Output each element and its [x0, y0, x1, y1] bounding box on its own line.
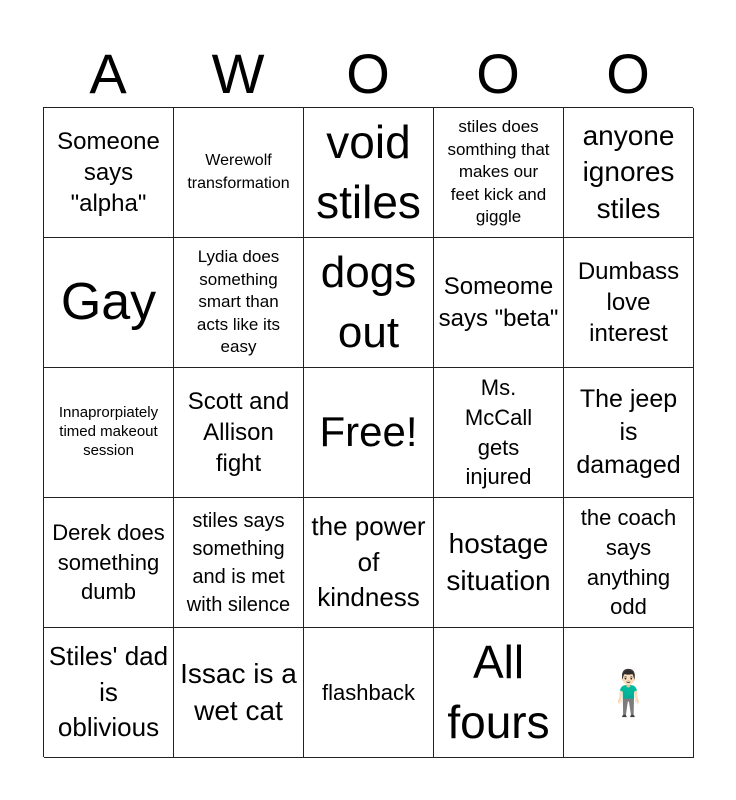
bingo-header: [43, 40, 693, 108]
cell-text: Lydia does something smart than acts like its easy: [196, 246, 281, 357]
cell-text: Someone says "alpha": [57, 127, 160, 218]
bingo-cell[interactable]: [564, 238, 694, 368]
cell-text: Gay: [60, 273, 157, 332]
standing-man-icon: 🧍🏻‍♂️: [601, 668, 656, 718]
bingo-cell[interactable]: [434, 238, 564, 368]
cell-text: dogs out: [320, 248, 417, 357]
cell-text: All fours: [447, 635, 550, 748]
cell-text: Derek does something dumb: [52, 519, 165, 605]
cell-text: Scott and Allison fight: [187, 387, 290, 478]
header-letter-w: W: [211, 42, 265, 105]
bingo-grid: [43, 107, 693, 757]
bingo-cell[interactable]: [44, 498, 174, 628]
bingo-cell[interactable]: [174, 628, 304, 758]
free-space[interactable]: [304, 368, 434, 498]
cell-text: The jeep is damaged: [576, 384, 681, 480]
bingo-cell[interactable]: [564, 628, 694, 758]
cell-text: flashback: [322, 679, 415, 705]
bingo-cell[interactable]: [304, 498, 434, 628]
bingo-cell[interactable]: [304, 108, 434, 238]
header-letter-a: A: [89, 42, 127, 105]
bingo-cell[interactable]: [174, 238, 304, 368]
cell-text: hostage situation: [446, 528, 551, 596]
bingo-cell[interactable]: [44, 238, 174, 368]
cell-text: Stiles' dad is oblivious: [48, 640, 169, 743]
header-letter-o-1: O: [346, 42, 390, 105]
cell-text: Werewolf transformation: [187, 152, 290, 192]
cell-text: Innaprorpiately timed makeout session: [58, 404, 159, 459]
cell-text: stiles does somthing that makes our feet kick and giggle: [447, 116, 550, 227]
cell-text: Dumbass love interest: [577, 257, 680, 348]
bingo-cell[interactable]: [174, 108, 304, 238]
bingo-cell[interactable]: [434, 628, 564, 758]
bingo-cell[interactable]: [434, 108, 564, 238]
bingo-cell[interactable]: [304, 628, 434, 758]
cell-text: anyone ignores stiles: [582, 119, 675, 224]
bingo-cell[interactable]: [304, 238, 434, 368]
cell-text: the power of kindness: [311, 510, 426, 613]
free-space-text: Free!: [319, 408, 418, 456]
cell-text: stiles says something and is met with silence: [186, 509, 291, 616]
bingo-cell[interactable]: [564, 368, 694, 498]
cell-text: void stiles: [316, 115, 421, 228]
bingo-cell[interactable]: [44, 628, 174, 758]
bingo-cell[interactable]: [564, 108, 694, 238]
header-letter-o-2: O: [476, 42, 520, 105]
header-letter-o-3: O: [606, 42, 650, 105]
bingo-cell[interactable]: [44, 108, 174, 238]
cell-text: the coach says anything odd: [580, 505, 677, 620]
bingo-cell[interactable]: [434, 368, 564, 498]
cell-text: Ms. McCall gets injured: [464, 375, 533, 490]
bingo-cell[interactable]: [564, 498, 694, 628]
bingo-cell[interactable]: [174, 498, 304, 628]
bingo-cell[interactable]: [44, 368, 174, 498]
cell-text: Someome says "beta": [438, 273, 559, 332]
cell-text: Issac is a wet cat: [180, 658, 297, 726]
bingo-cell[interactable]: [174, 368, 304, 498]
bingo-cell[interactable]: [434, 498, 564, 628]
